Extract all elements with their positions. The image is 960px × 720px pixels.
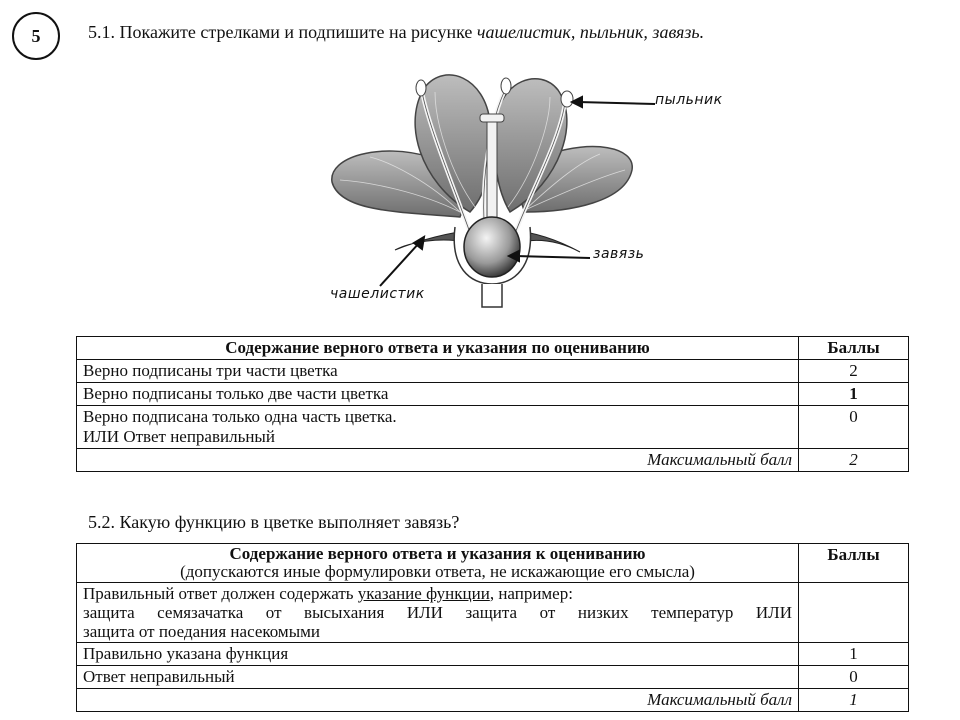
header-content-cell — [77, 544, 799, 583]
question-5-1-terms: чашелистик, пыльник, завязь. — [476, 22, 705, 42]
header-content: Содержание верного ответа и указания по оцениванию — [77, 337, 799, 360]
criterion-points: 2 — [799, 360, 909, 383]
criterion-points: 0 — [799, 406, 909, 449]
question-5-2: 5.2. Какую функцию в цветке выполняет завязь? — [88, 512, 460, 532]
criterion-text: Верно подписаны только две части цветка — [77, 383, 799, 406]
table-row — [77, 583, 909, 643]
table-row — [77, 383, 909, 406]
answer-line-1 — [83, 584, 792, 603]
pistil-stigma — [480, 114, 504, 122]
table-max-row — [77, 449, 909, 472]
criterion-text-alt: ИЛИ Ответ неправильный — [83, 427, 275, 446]
answer-suffix: , например: — [489, 584, 573, 603]
table-header-row — [77, 337, 909, 360]
max-score-label: Максимальный балл — [77, 449, 799, 472]
answer-prefix: Правильный ответ должен содержать — [83, 584, 358, 603]
label-ovary: завязь — [593, 246, 645, 262]
criterion-points: 1 — [799, 383, 909, 406]
question-5-1 — [88, 22, 704, 43]
criterion-text-cell — [77, 406, 799, 449]
table-row — [77, 666, 909, 689]
grading-table-5-2 — [76, 543, 909, 712]
answer-line-2: защита семязачатка от высыхания ИЛИ защита от низких температур ИЛИ — [83, 603, 792, 622]
header-subtitle: (допускаются иные формулировки ответа, не искажающие его смысла) — [180, 562, 695, 581]
answer-underlined: указание функции — [357, 584, 490, 603]
header-content: Содержание верного ответа и указания к оцениванию — [229, 544, 646, 563]
anther-left — [416, 80, 426, 96]
question-5-1-text: 5.1. Покажите стрелками и подпишите на рисунке — [88, 22, 477, 42]
criterion-text: Ответ неправильный — [77, 666, 799, 689]
table-header-row — [77, 544, 909, 583]
pistil-style — [487, 120, 497, 230]
anther-right — [561, 91, 573, 107]
criterion-text: Верно подписана только одна часть цветка. — [83, 407, 397, 426]
answer-line-3: защита от поедания насекомыми — [83, 622, 320, 641]
label-anther: пыльник — [655, 92, 723, 108]
label-sepal: чашелистик — [330, 286, 425, 302]
header-points: Баллы — [799, 544, 909, 583]
max-score-label: Максимальный балл — [77, 689, 799, 712]
stem — [482, 284, 502, 307]
table-max-row — [77, 689, 909, 712]
anther-top — [501, 78, 511, 94]
answer-cell — [77, 583, 799, 643]
table-row — [77, 643, 909, 666]
criterion-points: 0 — [799, 666, 909, 689]
grading-table-5-1 — [76, 336, 909, 472]
criterion-text: Верно подписаны три части цветка — [77, 360, 799, 383]
table-row — [77, 360, 909, 383]
max-score-value: 1 — [799, 689, 909, 712]
ovary — [464, 217, 520, 277]
task-number-badge: 5 — [12, 12, 60, 60]
criterion-text: Правильно указана функция — [77, 643, 799, 666]
max-score-value: 2 — [799, 449, 909, 472]
answer-points-empty — [799, 583, 909, 643]
criterion-points: 1 — [799, 643, 909, 666]
header-points: Баллы — [799, 337, 909, 360]
table-row — [77, 406, 909, 449]
